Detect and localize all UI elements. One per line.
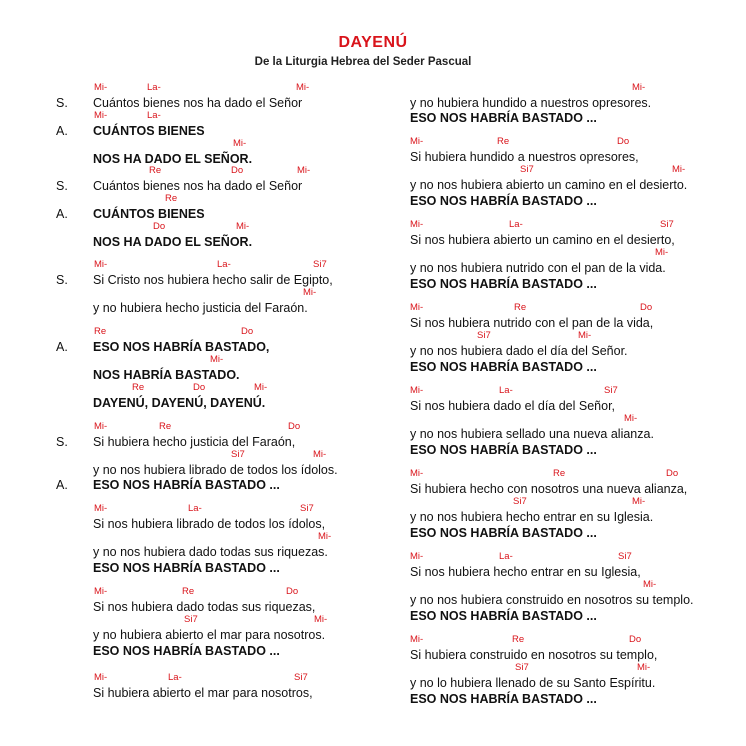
lyric-line: y no nos hubiera sellado una nueva alianza. xyxy=(410,427,654,441)
chord-label: Re xyxy=(94,326,107,337)
chord-label: Mi- xyxy=(94,503,108,514)
lyric-line: Si hubiera construido en nosotros su templo, xyxy=(410,648,658,662)
chord-label: Mi- xyxy=(94,421,108,432)
chord-label: La- xyxy=(499,551,513,562)
chord-label: Si7 xyxy=(184,614,198,625)
chord-label: Mi- xyxy=(410,468,424,479)
lyric-line: y no nos hubiera dado todas sus riquezas. xyxy=(93,545,328,559)
lyric-line: Si nos hubiera dado el día del Señor, xyxy=(410,399,616,413)
chord-label: Si7 xyxy=(660,219,674,230)
chord-label: Mi- xyxy=(210,354,224,365)
speaker-label: A. xyxy=(56,340,68,354)
lyric-line: y no hubiera abierto el mar para nosotros. xyxy=(93,628,326,642)
refrain-line: ESO NOS HABRÍA BASTADO ... xyxy=(410,692,597,706)
lyric-line: y no nos hubiera librado de todos los ídolos. xyxy=(93,463,338,477)
chord-label: Mi- xyxy=(643,579,657,590)
lyric-line: Si nos hubiera dado todas sus riquezas, xyxy=(93,600,316,614)
speaker-label: A. xyxy=(56,478,68,492)
refrain-line: ESO NOS HABRÍA BASTADO ... xyxy=(410,194,597,208)
chord-label: Si7 xyxy=(618,551,632,562)
chord-label: Mi- xyxy=(296,82,310,93)
page-subtitle: De la Liturgia Hebrea del Seder Pascual xyxy=(254,56,472,68)
speaker-label: A. xyxy=(56,207,68,221)
refrain-line: ESO NOS HABRÍA BASTADO ... xyxy=(410,277,597,291)
refrain-line: ESO NOS HABRÍA BASTADO, xyxy=(93,340,270,354)
chord-label: Re xyxy=(512,634,525,645)
lyric-line: y no nos hubiera nutrido con el pan de la vida. xyxy=(410,261,666,275)
lyric-line: Si hubiera hecho justicia del Faraón, xyxy=(93,435,296,449)
lyric-line: Cuántos bienes nos ha dado el Señor xyxy=(93,179,303,193)
chord-label: Si7 xyxy=(313,259,327,270)
chord-label: Mi- xyxy=(632,82,646,93)
lyric-line: Si nos hubiera nutrido con el pan de la vida, xyxy=(410,316,654,330)
lyric-line: y no nos hubiera hecho entrar en su Iglesia. xyxy=(410,510,654,524)
chord-label: Si7 xyxy=(231,449,245,460)
chord-label: Re xyxy=(165,193,178,204)
refrain-line: ESO NOS HABRÍA BASTADO ... xyxy=(93,644,280,658)
chord-label: Mi- xyxy=(632,496,646,507)
lyric-line: Si hubiera abierto el mar para nosotros, xyxy=(93,686,313,700)
chord-label: Do xyxy=(153,221,166,232)
chord-label: Re xyxy=(159,421,172,432)
lyric-line: y no nos hubiera construido en nosotros su templo. xyxy=(410,593,694,607)
chord-label: Do xyxy=(193,382,206,393)
chord-label: Mi- xyxy=(410,219,424,230)
speaker-label: S. xyxy=(56,435,68,449)
chord-label: Si7 xyxy=(513,496,527,507)
chord-label: Do xyxy=(288,421,301,432)
chord-label: Mi- xyxy=(94,110,108,121)
chord-label: Mi- xyxy=(254,382,268,393)
refrain-line: ESO NOS HABRÍA BASTADO ... xyxy=(410,360,597,374)
chord-label: Re xyxy=(553,468,566,479)
chord-label: La- xyxy=(147,110,161,121)
chord-label: Do xyxy=(629,634,642,645)
chord-label: Mi- xyxy=(318,531,332,542)
chord-label: Mi- xyxy=(236,221,250,232)
chord-label: Mi- xyxy=(672,164,686,175)
chord-label: La- xyxy=(168,672,182,683)
chord-label: Si7 xyxy=(604,385,618,396)
refrain-line: NOS HABRÍA BASTADO. xyxy=(93,368,240,382)
chord-label: Mi- xyxy=(410,302,424,313)
chord-label: Mi- xyxy=(303,287,317,298)
chord-label: Re xyxy=(497,136,510,147)
chord-label: Mi- xyxy=(410,634,424,645)
lyric-line: y no hubiera hundido a nuestros opresores. xyxy=(410,96,652,110)
chord-label: Do xyxy=(640,302,653,313)
refrain-line: NOS HA DADO EL SEÑOR. xyxy=(93,152,253,166)
chord-label: Mi- xyxy=(94,82,108,93)
chord-label: Do xyxy=(617,136,630,147)
chord-label: Do xyxy=(231,165,244,176)
refrain-line: CUÁNTOS BIENES xyxy=(93,207,205,221)
lyric-line: y no hubiera hecho justicia del Faraón. xyxy=(93,301,308,315)
chord-label: La- xyxy=(499,385,513,396)
refrain-line: ESO NOS HABRÍA BASTADO ... xyxy=(410,526,597,540)
chord-label: Si7 xyxy=(477,330,491,341)
lyric-line: y no nos hubiera abierto un camino en el desierto. xyxy=(410,178,688,192)
chord-label: Re xyxy=(149,165,162,176)
chord-label: Re xyxy=(514,302,527,313)
refrain-line: DAYENÚ, DAYENÚ, DAYENÚ. xyxy=(93,396,266,410)
chord-label: Mi- xyxy=(94,586,108,597)
chord-label: Re xyxy=(182,586,195,597)
refrain-line: ESO NOS HABRÍA BASTADO ... xyxy=(410,111,597,125)
lyric-line: y no lo hubiera llenado de su Santo Espíritu. xyxy=(410,676,656,690)
chord-label: Mi- xyxy=(624,413,638,424)
refrain-line: ESO NOS HABRÍA BASTADO ... xyxy=(410,443,597,457)
chord-label: Mi- xyxy=(313,449,327,460)
lyric-line: y no nos hubiera dado el día del Señor. xyxy=(410,344,628,358)
chord-label: Mi- xyxy=(655,247,669,258)
chord-label: La- xyxy=(188,503,202,514)
chord-label: Mi- xyxy=(637,662,651,673)
lyric-line: Si hubiera hundido a nuestros opresores, xyxy=(410,150,639,164)
refrain-line: ESO NOS HABRÍA BASTADO ... xyxy=(410,609,597,623)
lyric-line: Si hubiera hecho con nosotros una nueva alianza, xyxy=(410,482,688,496)
lyric-line: Cuántos bienes nos ha dado el Señor xyxy=(93,96,303,110)
speaker-label: A. xyxy=(56,124,68,138)
chord-label: La- xyxy=(509,219,523,230)
speaker-label: S. xyxy=(56,273,68,287)
speaker-label: S. xyxy=(56,179,68,193)
refrain-line: ESO NOS HABRÍA BASTADO ... xyxy=(93,478,280,492)
chord-label: Si7 xyxy=(294,672,308,683)
chord-label: Re xyxy=(132,382,145,393)
chord-label: Do xyxy=(666,468,679,479)
chord-label: Mi- xyxy=(578,330,592,341)
refrain-line: CUÁNTOS BIENES xyxy=(93,124,205,138)
lyric-line: Si nos hubiera abierto un camino en el desierto, xyxy=(410,233,675,247)
chord-label: Si7 xyxy=(520,164,534,175)
speaker-label: S. xyxy=(56,96,68,110)
lyric-line: Si Cristo nos hubiera hecho salir de Egipto, xyxy=(93,273,333,287)
chord-label: Mi- xyxy=(410,385,424,396)
chord-label: Mi- xyxy=(410,551,424,562)
chord-label: Mi- xyxy=(94,259,108,270)
lyric-line: Si nos hubiera hecho entrar en su Iglesia, xyxy=(410,565,641,579)
lyric-line: Si nos hubiera librado de todos los ídolos, xyxy=(93,517,326,531)
page-title: DAYENÚ xyxy=(338,34,408,51)
chord-label: Do xyxy=(241,326,254,337)
chord-label: Mi- xyxy=(94,672,108,683)
chord-label: Mi- xyxy=(297,165,311,176)
refrain-line: ESO NOS HABRÍA BASTADO ... xyxy=(93,561,280,575)
chord-label: Si7 xyxy=(300,503,314,514)
chord-label: Mi- xyxy=(233,138,247,149)
chord-label: Do xyxy=(286,586,299,597)
chord-label: La- xyxy=(147,82,161,93)
chord-label: Mi- xyxy=(314,614,328,625)
chord-label: Si7 xyxy=(515,662,529,673)
chord-label: Mi- xyxy=(410,136,424,147)
refrain-line: NOS HA DADO EL SEÑOR. xyxy=(93,235,253,249)
chord-label: La- xyxy=(217,259,231,270)
